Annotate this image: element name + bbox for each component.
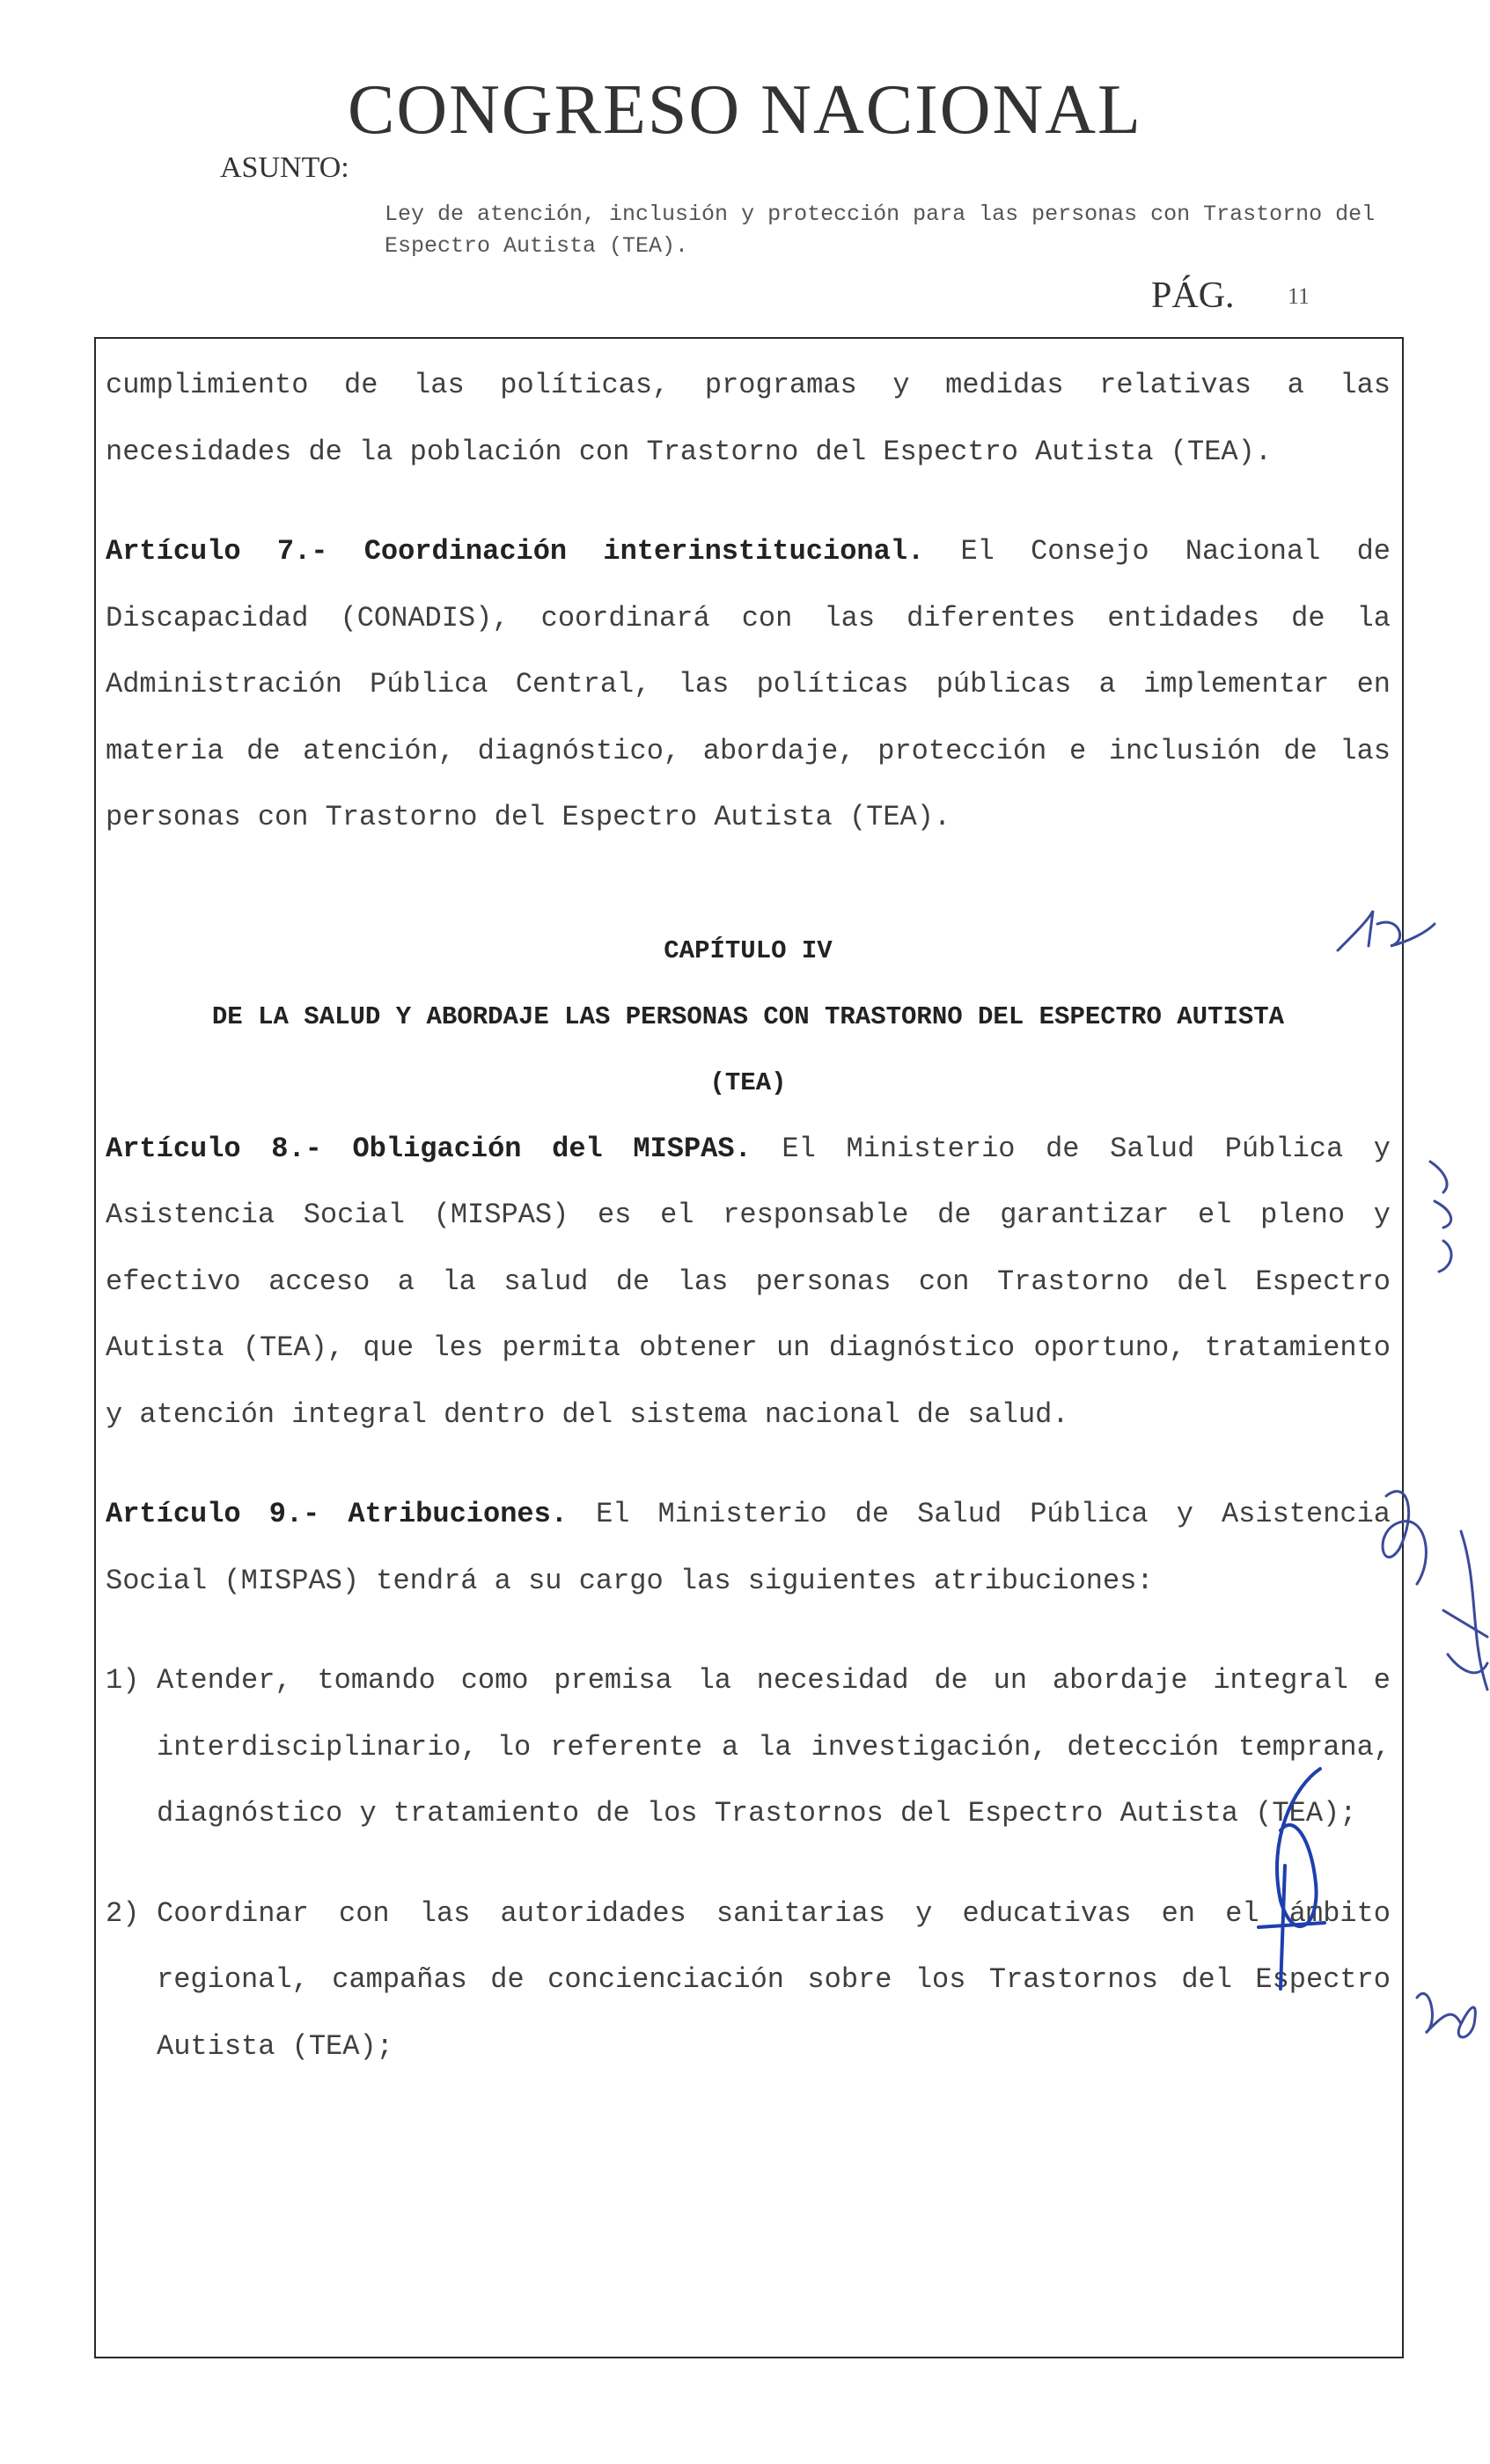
subject-text: Ley de atención, inclusión y protección para las personas con Trastorno del Espectro Autista (TEA). — [385, 202, 1376, 259]
article-9 — [106, 1481, 1391, 1614]
page-number: 11 — [1288, 283, 1310, 309]
initial-mark-5 — [1417, 1993, 1475, 2037]
subject-label: ASUNTO: — [220, 151, 349, 184]
list-item-text: Coordinar con las autoridades sanitarias y educativas en el ámbito regional, campañas de concienciación sobre los Trastornos del Espectro Autista (TEA); — [157, 1896, 1391, 2063]
chapter-title: DE LA SALUD Y ABORDAJE LAS PERSONAS CON TRASTORNO DEL ESPECTRO AUTISTA — [211, 1001, 1285, 1031]
list-item-number: 1) — [106, 1664, 140, 1697]
page-label: PÁG. — [1151, 275, 1235, 316]
article-7-text: El Consejo Nacional de Discapacidad (CONADIS), coordinará con las diferentes entidades de la Administración Pública Central, las políticas públicas a implementar en materia de atención, diagnóstico, abordaje, protección e inclusión de las personas con Trastorno del Espectro Autista (TEA). — [106, 535, 1391, 833]
intro-paragraph: cumplimiento de las políticas, programas y medidas relativas a las necesidades de la población con Trastorno del Espectro Autista (TEA). — [106, 369, 1391, 468]
chapter-number: CAPÍTULO IV — [664, 935, 833, 965]
initial-mark-2 — [1430, 1162, 1451, 1272]
article-8 — [106, 1116, 1391, 1448]
article-7-heading: Artículo 7.- Coordinación interinstitucional. — [106, 535, 925, 568]
article-9-heading: Artículo 9.- Atribuciones. — [106, 1498, 569, 1530]
initial-mark-4 — [1443, 1531, 1487, 1690]
list-item — [106, 1647, 1391, 1847]
article-9-text: El Ministerio de Salud Pública y Asistencia Social (MISPAS) tendrá a su cargo las siguientes atribuciones: — [106, 1498, 1391, 1597]
article-7 — [106, 518, 1391, 851]
list-item-number: 2) — [106, 1896, 140, 1930]
congress-title: CONGRESO NACIONAL — [348, 71, 1142, 149]
article-8-heading: Artículo 8.- Obligación del MISPAS. — [106, 1132, 752, 1165]
list-item — [106, 1881, 1391, 2080]
list-item-text: Atender, tomando como premisa la necesidad de un abordaje integral e interdisciplinario, lo referente a la investigación, detección temprana, diagnóstico y tratamiento de los Trastornos del Espectro Autista (TEA); — [157, 1664, 1391, 1830]
chapter-subtitle: (TEA) — [709, 1067, 787, 1097]
document-body — [106, 352, 1391, 2113]
article-8-text: El Ministerio de Salud Pública y Asistencia Social (MISPAS) es el responsable de garantizar el pleno y efectivo acceso a la salud de las personas con Trastorno del Espectro Autista (TEA), que les permita obtener un diagnóstico oportuno, tratamiento y atención integral dentro del sistema nacional de salud. — [106, 1132, 1391, 1431]
